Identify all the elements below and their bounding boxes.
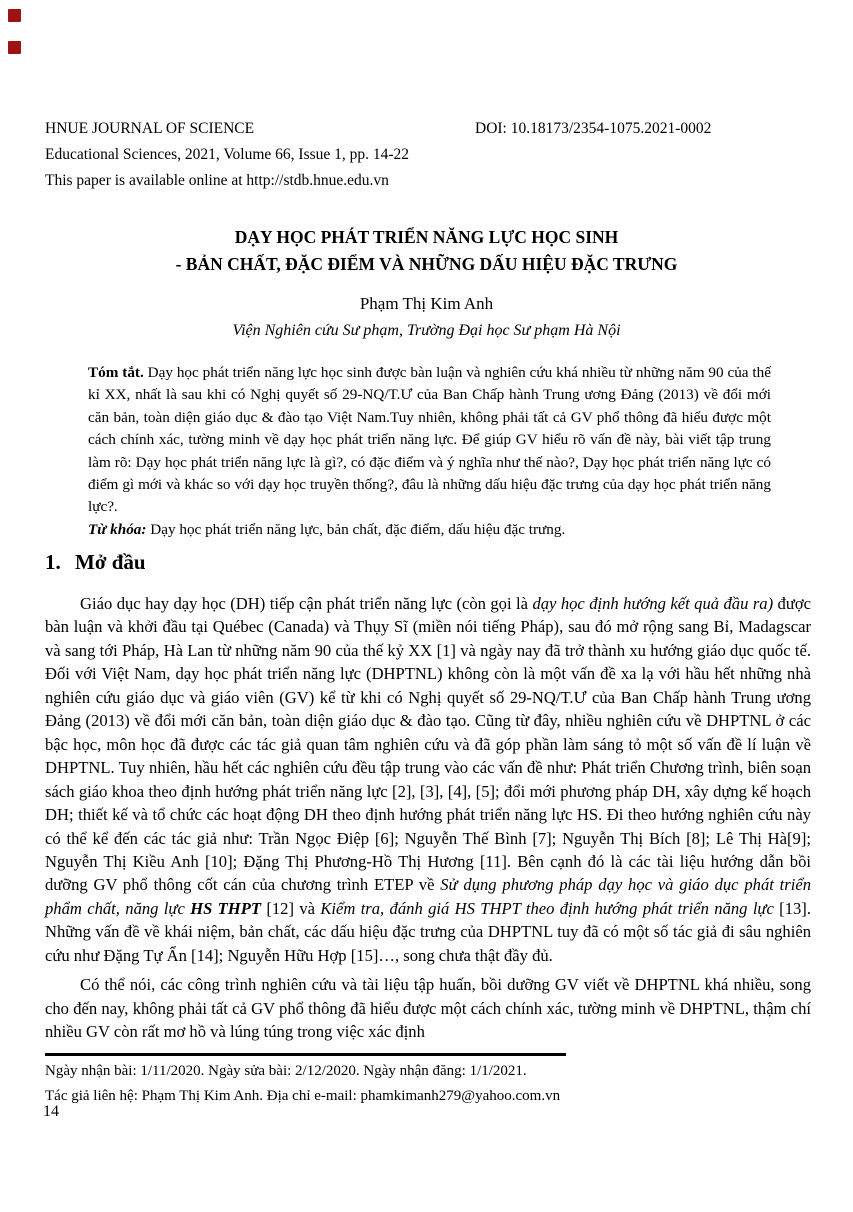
keywords-line [88,519,771,541]
red-marker-square [8,9,21,22]
article-title-line1: DẠY HỌC PHÁT TRIỂN NĂNG LỰC HỌC SINH [234,227,619,247]
issue-info: Educational Sciences, 2021, Volume 66, Issue 1, pp. 14-22 [45,146,410,163]
section-1-title: Mở đầu [75,550,146,574]
abstract-block [88,362,771,541]
footnote-separator-rule [45,1053,566,1056]
body-paragraph-2: Có thể nói, các công trình nghiên cứu và tài liệu tập huấn, bồi dưỡng GV viết về DHPTNL khá nhiều, song cho đến nay, không phải tất cả GV phổ thông đã hiểu được một cách chính xác, tường minh về DHPTNL, thậm chí nhiều GV còn rất mơ hồ và lúng túng trong việc xác định [45,975,811,1042]
keywords-label: Từ khóa: [88,520,147,538]
p1-seg4-italic: Sử dụng phương pháp dạy học và giáo dục phát triển phẩm chất, năng lực [45,875,811,918]
section-1-heading [45,550,146,575]
doi-text: DOI: 10.18173/2354-1075.2021-0002 [475,120,712,137]
p1-seg3: được bàn luận và khởi đầu tại Québec (Canada) và Thụy Sĩ (miền nói tiếng Pháp), sau đó mở rộng sang Bỉ, Madagscar và sang tới Pháp, Hà Lan từ những năm 90 của thế kỷ XX [1] và ngày nay đã trở thành xu hướng giáo dục quốc tế. Đối với Việt Nam, dạy học phát triển năng lực (DHPTNL) không còn là một vấn đề xa lạ với hầu hết những nhà nghiên cứu giáo dục và giáo viên (GV) kể từ khi có Nghị quyết số 29-NQ/T.Ư của Ban Chấp hành Trung ương Đảng (2013) về đổi mới căn bản, toàn diện giáo dục & đào tạo. Cũng từ đây, nhiều nghiên cứu về DHPTNL ở các bậc học, môn học đã được các tác giả quan tâm nghiên cứu và đã góp phần làm sáng tỏ một số vấn đề lí luận về DHPTNL. Tuy nhiên, hầu hết các nghiên cứu đều tập trung vào các vấn đề như: Phát triển Chương trình, biên soạn sách giáo khoa theo định hướng phát triển năng lực [2], [3], [4], [5]; đổi mới phương pháp DH, xây dựng kế hoạch DH; thiết kế và tổ chức các hoạt động DH theo định hướng phát triển năng lực HS. Đi theo hướng nghiên cứu này có thể kể đến các tác giả như: Trần Ngọc Điệp [6]; Nguyễn Thế Bình [7]; Nguyễn Thị Bích [8]; Lê Thị Hà[9]; Nguyễn Thị Kiều Anh [10]; Đặng Thị Phương-Hồ Thị Hương [11]. Bên cạnh đó là các tài liệu hướng dẫn bồi dưỡng GV phổ thông cốt cán của chương trình ETEP về [45,594,811,895]
received-dates: Ngày nhận bài: 1/11/2020. Ngày sửa bài: 2/12/2020. Ngày nhận đăng: 1/1/2021. [45,1063,527,1079]
contact-info: Tác giả liên hệ: Phạm Thị Kim Anh. Địa chỉ e-mail: phamkimanh279@yahoo.com.vn [45,1088,561,1104]
page-header [45,116,811,194]
journal-name: HNUE JOURNAL OF SCIENCE [45,120,255,137]
article-title [0,224,853,278]
article-body [45,592,811,1044]
red-marker-square [8,41,21,54]
section-1-number: 1. [45,550,61,574]
availability-note: This paper is available online at http://stdb.hnue.edu.vn [45,172,389,189]
p1-seg8: [13]. Những vấn đề về khái niệm, bản chất, các dấu hiệu đặc trưng của DHPTNL tuy đã có một số tác giả đi sâu nghiên cứu như Đặng Tự Ẩn [14]; Nguyễn Hữu Hợp [15]…, song chưa thật đầy đủ. [45,898,811,965]
p1-seg5-bold-italic: HS THPT [190,898,261,918]
abstract-paragraph [88,362,771,519]
body-paragraph-1 [45,592,811,967]
article-title-line2: - BẢN CHẤT, ĐẶC ĐIỂM VÀ NHỮNG DẤU HIỆU ĐẶC TRƯNG [175,254,678,274]
author-affiliation: Viện Nghiên cứu Sư phạm, Trường Đại học Sư phạm Hà Nội [232,322,621,339]
author-name: Phạm Thị Kim Anh [359,294,494,313]
page-number: 14 [43,1103,59,1120]
abstract-text: Dạy học phát triển năng lực học sinh được bàn luận và nghiên cứu khá nhiều từ những năm 90 của thế kỉ XX, nhất là sau khi có Nghị quyết số 29-NQ/T.Ư của Ban Chấp hành Trung ương Đảng (2013) về đổi mới căn bản, toàn diện giáo dục & đào tạo Việt Nam.Tuy nhiên, không phải tất cả GV phổ thông đã hiểu được một cách chính xác, tường minh về dạy học phát triển năng lực. Để giúp GV hiểu rõ vấn đề này, bài viết tập trung làm rõ: Dạy học phát triển năng lực là gì?, có đặc điểm và ý nghĩa như thế nào?, Dạy học phát triển năng lực có điểm gì mới và khác so với dạy học truyền thống?, đâu là những dấu hiệu đặc trưng của dạy học phát triển năng lực?. [88,364,771,516]
p1-seg7-italic: Kiểm tra, đánh giá HS THPT theo định hướng phát triển năng lực [320,898,774,918]
abstract-label: Tóm tắt. [88,364,144,381]
p1-seg2-italic: dạy học định hướng kết quả đầu ra) [532,594,774,613]
keywords-text: Dạy học phát triển năng lực, bản chất, đặc điểm, dấu hiệu đặc trưng. [146,520,566,538]
p1-seg1: Giáo dục hay dạy học (DH) tiếp cận phát triển năng lực (còn gọi là [80,594,533,613]
header-row [45,116,811,142]
p1-seg6: [12] và [260,898,321,918]
footnote-block [45,1053,811,1109]
